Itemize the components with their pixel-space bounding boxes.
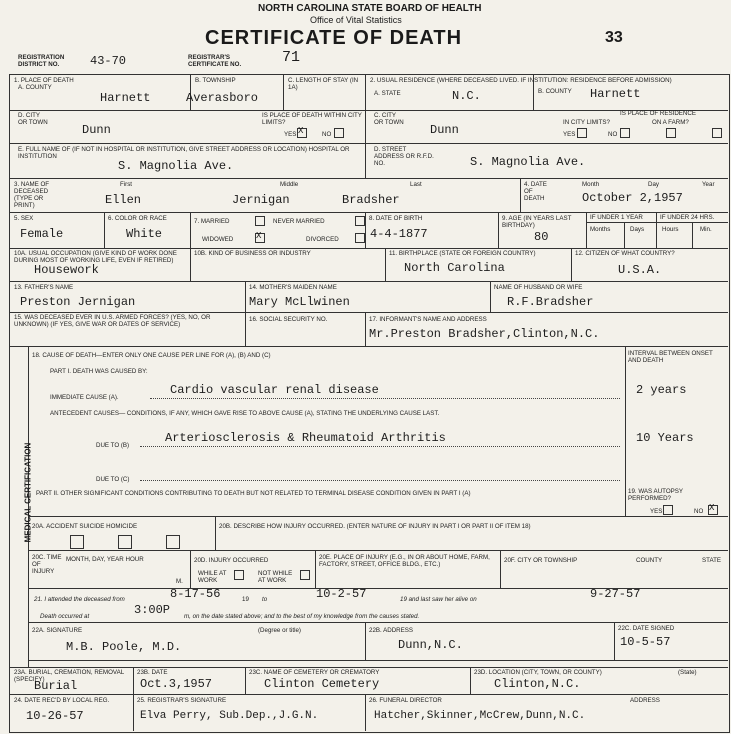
death-county-label: A. COUNTY (18, 84, 52, 91)
funeral-addr-label: ADDRESS (630, 697, 660, 704)
location-value: Clinton,N.C. (494, 677, 581, 691)
divorced-box[interactable] (355, 233, 365, 243)
rule (190, 212, 191, 248)
occupation-value: Housework (34, 263, 99, 277)
rule (28, 550, 728, 551)
res-city: Dunn (430, 123, 459, 137)
autopsy-no-label: NO (694, 508, 704, 515)
location-label: 23D. LOCATION (CITY, TOWN, OR COUNTY) (474, 669, 602, 676)
recd-label: 24. DATE REC'D BY LOCAL REG. (14, 697, 110, 704)
month-label: Month (582, 181, 600, 188)
birth-value: 4-4-1877 (370, 227, 428, 241)
death-time: 3:00P (134, 603, 171, 617)
hours-label: Hours (662, 226, 679, 233)
first-name: Ellen (105, 193, 142, 207)
attended-to: 10-2-57 (316, 587, 367, 601)
injury-occurred-label: 20D. INJURY OCCURRED (194, 557, 269, 564)
rule (10, 346, 728, 347)
rule (10, 143, 728, 144)
immediate-label: IMMEDIATE CAUSE (A). (50, 394, 119, 401)
part1-label: PART I. DEATH WAS CAUSED BY: (50, 368, 148, 375)
accident-label: 20A. ACCIDENT SUICIDE HOMICIDE (32, 523, 138, 530)
rule (283, 74, 284, 110)
attended-pre: 21. I attended the deceased from (34, 596, 125, 603)
sex-value: Female (20, 227, 64, 241)
res-county: Harnett (590, 87, 641, 101)
under-24h-label: IF UNDER 24 HRS. (660, 214, 715, 221)
rule (470, 667, 471, 694)
stay-label: C. LENGTH OF STAY (IN 1A) (288, 77, 359, 91)
citizen-value: U.S.A. (618, 263, 662, 277)
date-of-death: October 2,1957 (582, 191, 683, 205)
rule (624, 222, 625, 248)
certificate-title: CERTIFICATE OF DEATH (205, 27, 463, 49)
days-label: Days (630, 226, 645, 233)
while-at-work-label: WHILE AT WORK (198, 570, 227, 584)
in-city-no-box[interactable] (620, 128, 630, 138)
sex-label: 5. SEX (14, 215, 34, 222)
homicide-box[interactable] (166, 535, 180, 549)
rule (10, 178, 728, 179)
rule (385, 248, 386, 281)
rule (190, 550, 191, 588)
street-label: D. STREET ADDRESS OR R.F.D. NO. (374, 146, 434, 167)
rule (365, 694, 366, 731)
burial-date-label: 23B. DATE (137, 669, 168, 676)
within-limits-yes-label: YES (284, 131, 297, 138)
rule (140, 480, 620, 481)
street-value: S. Magnolia Ave. (470, 155, 586, 169)
rule (245, 667, 246, 694)
color-value: White (126, 227, 163, 241)
place-of-res-label: IS PLACE OF RESIDENCE (620, 110, 696, 117)
attended-to-word: to (262, 596, 268, 603)
date-signed: 10-5-57 (620, 635, 671, 649)
rule (586, 212, 587, 248)
rule (140, 446, 620, 447)
location-state-label: (State) (678, 669, 697, 676)
res-county-label: B. COUNTY (538, 88, 572, 95)
address-label: 22B. ADDRESS (369, 627, 414, 634)
informant-label: 17. INFORMANT'S NAME AND ADDRESS (369, 316, 487, 323)
rule (245, 281, 246, 312)
injury-state-label: STATE (702, 557, 722, 564)
rule (10, 694, 728, 695)
time-m: M. (176, 578, 183, 585)
never-married-box[interactable] (355, 216, 365, 226)
death-occurred-post: m, on the date stated above; and to the best of my knowledge from the causes stated. (184, 613, 420, 620)
autopsy-label: 19. WAS AUTOPSY PERFORMED? (628, 488, 683, 502)
last-label: Last (410, 181, 422, 188)
rule (133, 667, 134, 694)
while-at-work-box[interactable] (234, 570, 244, 580)
date-signed-label: 22C. DATE SIGNED (618, 625, 675, 632)
interval-header: INTERVAL BETWEEN ONSET AND DEATH (628, 350, 713, 364)
immediate-cause: Cardio vascular renal disease (170, 383, 379, 397)
burial-value: Burial (34, 679, 78, 693)
signature-label: 22A. SIGNATURE (32, 627, 83, 634)
rule (614, 622, 615, 660)
suicide-box[interactable] (118, 535, 132, 549)
interval-a: 2 years (636, 383, 687, 397)
registrar-cert-label: REGISTRAR'S CERTIFICATE NO. (188, 54, 242, 68)
res-state: N.C. (452, 89, 481, 103)
rule (28, 622, 728, 623)
mother-value: Mary McLlwinen (249, 295, 350, 309)
place-injury-label: 20E. PLACE OF INJURY (E.G., IN OR ABOUT HOME, FARM, FACTORY, STREET, OFFICE BLDG., ETC.) (319, 554, 490, 568)
registrar-cert-value: 71 (282, 49, 301, 66)
business-label: 10B. KIND OF BUSINESS OR INDUSTRY (194, 250, 311, 257)
informant-value: Mr.Preston Bradsher,Clinton,N.C. (369, 327, 600, 341)
rule (315, 550, 316, 588)
day-label: Day (648, 181, 660, 188)
death-township: Averasboro (186, 91, 259, 105)
rule (656, 212, 657, 248)
rule (10, 248, 728, 249)
res-yes-label: YES (563, 131, 576, 138)
signature-value: M.B. Poole, M.D. (66, 640, 182, 654)
age-value: 80 (534, 230, 549, 244)
rule (10, 212, 728, 213)
months-label: Months (590, 226, 611, 233)
city-township-label: 20F. CITY OR TOWNSHIP (504, 557, 578, 564)
res-no-label: NO (608, 131, 618, 138)
autopsy-no-box[interactable] (708, 505, 718, 515)
attended-from: 8-17-56 (170, 587, 221, 601)
within-limits-no-box[interactable] (334, 128, 344, 138)
mother-label: 14. MOTHER'S MAIDEN NAME (249, 284, 337, 291)
rule (190, 248, 191, 281)
rule (520, 178, 521, 212)
cemetery-label: 23C. NAME OF CEMETERY OR CREMATORY (249, 669, 380, 676)
funeral-label: 26. FUNERAL DIRECTOR (369, 697, 442, 704)
burial-label: 23A. BURIAL, CREMATION, REMOVAL (SPECIFY) (14, 669, 124, 683)
father-value: Preston Jernigan (20, 295, 136, 309)
hospital-value: S. Magnolia Ave. (118, 159, 234, 173)
date-of-death-label: 4. DATE OF DEATH (524, 181, 547, 202)
rule (28, 516, 728, 517)
interval-b: 10 Years (636, 431, 694, 445)
hospital-label: E. FULL NAME OF (IF NOT IN HOSPITAL OR INSTITUTION, GIVE STREET ADDRESS OR LOCATION) HOSPITAL OR INSTITUTION (18, 146, 350, 160)
autopsy-yes-box[interactable] (663, 505, 673, 515)
not-while-at-work-label: NOT WHILE AT WORK (258, 570, 293, 584)
death-occurred-pre: Death occurred at (40, 613, 90, 620)
in-city-label: IN CITY LIMITS? (563, 119, 610, 126)
rule (104, 212, 105, 248)
birthplace-label: 11. BIRTHPLACE (STATE OR FOREIGN COUNTRY) (389, 250, 536, 257)
birth-label: 8. DATE OF BIRTH (369, 215, 423, 222)
rule (365, 622, 366, 660)
armed-forces-label: 15. WAS DECEASED EVER IN U.S. ARMED FORCES? (YES, NO, OR UNKNOWN) (IF YES, GIVE WAR OR DATES OF SERVICE) (14, 314, 211, 328)
within-limits-yes-box[interactable] (297, 128, 307, 138)
rule (586, 222, 728, 223)
within-limits-no-label: NO (322, 131, 332, 138)
death-city: Dunn (82, 123, 111, 137)
cause-header: 18. CAUSE OF DEATH—ENTER ONLY ONE CAUSE PER LINE FOR (A), (B) AND (C) (32, 352, 271, 359)
rule (365, 74, 366, 178)
place-of-death-label: 1. PLACE OF DEATH (14, 77, 74, 84)
rule (365, 212, 366, 248)
last-name: Bradsher (342, 193, 400, 207)
accident-box[interactable] (70, 535, 84, 549)
within-limits-label: IS PLACE OF DEATH WITHIN CITY LIMITS? (262, 112, 362, 126)
res-city-label: C. CITY OR TOWN (374, 112, 404, 126)
office-name: Office of Vital Statistics (310, 15, 402, 25)
not-while-at-work-box[interactable] (300, 570, 310, 580)
first-label: First (120, 181, 133, 188)
burial-date: Oct.3,1957 (140, 677, 213, 691)
rule (10, 281, 728, 282)
rule (365, 312, 366, 346)
rule (490, 281, 491, 312)
rule (10, 667, 728, 668)
married-label: 7. MARRIED (194, 218, 230, 225)
name-label: 3. NAME OF DECEASED (TYPE OR PRINT) (14, 181, 50, 209)
registrar-sig-label: 25. REGISTRAR'S SIGNATURE (137, 697, 227, 704)
due-c-label: DUE TO (C) (96, 476, 130, 483)
res-state-label: A. STATE (374, 90, 401, 97)
citizen-label: 12. CITIZEN OF WHAT COUNTRY? (575, 250, 675, 257)
death-city-label: D. CITY OR TOWN (18, 112, 48, 126)
rule (215, 516, 216, 550)
married-box[interactable] (255, 216, 265, 226)
widowed-label: WIDOWED (202, 236, 234, 243)
funeral-value: Hatcher,Skinner,McCrew,Dunn,N.C. (374, 710, 586, 722)
rule (498, 212, 499, 248)
address-value: Dunn,N.C. (398, 638, 463, 652)
antecedent-label: ANTECEDENT CAUSES— CONDITIONS, IF ANY, WHICH GAVE RISE TO ABOVE CAUSE (A), STATING THE UNDERLYING CAUSE LAST. (50, 410, 440, 417)
time-label: 20C. TIME OF INJURY (32, 554, 62, 575)
time-sub: MONTH, DAY, YEAR HOUR (66, 556, 144, 563)
age-label: 9. AGE (IN YEARS LAST BIRTHDAY) (502, 215, 572, 229)
year-label: Year (702, 181, 715, 188)
autopsy-yes-label: YES (650, 508, 663, 515)
degree-label: (Degree or title) (258, 627, 301, 634)
father-label: 13. FATHER'S NAME (14, 284, 74, 291)
rule (28, 660, 728, 661)
rule (133, 694, 134, 731)
page-number: 33 (605, 29, 623, 46)
describe-label: 20B. DESCRIBE HOW INJURY OCCURRED. (ENTER NATURE OF INJURY IN PART I OR PART II OF ITEM 18) (219, 523, 531, 530)
death-township-label: B. TOWNSHIP (195, 77, 236, 84)
last-saw-label: 19 and last saw her alive on (400, 596, 477, 603)
cemetery-value: Clinton Cemetery (264, 677, 380, 691)
rule (245, 312, 246, 346)
middle-name: Jernigan (232, 193, 290, 207)
rule (571, 248, 572, 281)
attended-19: 19 (242, 596, 249, 603)
in-city-yes-box[interactable] (577, 128, 587, 138)
rule (625, 346, 626, 516)
agency-name: NORTH CAROLINA STATE BOARD OF HEALTH (258, 3, 482, 14)
on-farm-no-box[interactable] (712, 128, 722, 138)
never-married-label: NEVER MARRIED (273, 218, 325, 225)
rule (150, 398, 620, 399)
widowed-box[interactable] (255, 233, 265, 243)
due-b-label: DUE TO (B) (96, 442, 130, 449)
rule (10, 312, 728, 313)
min-label: Min. (700, 226, 712, 233)
occupation-label: 10A. USUAL OCCUPATION (GIVE KIND OF WORK DONE DURING MOST OF WORKING LIFE, EVEN IF RETIRED) (14, 250, 177, 264)
on-farm-label: ON A FARM? (652, 119, 689, 126)
reg-district-label: REGISTRATION DISTRICT NO. (18, 54, 65, 68)
last-saw: 9-27-57 (590, 587, 641, 601)
on-farm-yes-box[interactable] (666, 128, 676, 138)
ssn-label: 16. SOCIAL SECURITY NO. (249, 316, 328, 323)
spouse-label: NAME OF HUSBAND OR WIFE (494, 284, 583, 291)
part2-label: PART II. OTHER SIGNIFICANT CONDITIONS CONTRIBUTING TO DEATH BUT NOT RELATED TO TERMINAL DISEASE CONDITION GIVEN IN PART I (A) (36, 490, 471, 497)
middle-label: Middle (280, 181, 299, 188)
medical-side-label: MEDICAL CERTIFICATION (23, 442, 33, 543)
spouse-value: R.F.Bradsher (507, 295, 594, 309)
death-county: Harnett (100, 91, 151, 105)
registrar-sig-value: Elva Perry, Sub.Dep.,J.G.N. (140, 710, 319, 722)
residence-label: 2. USUAL RESIDENCE (WHERE DECEASED LIVED. IF INSTITUTION: RESIDENCE BEFORE ADMISSION) (370, 77, 672, 84)
reg-district-value: 43-70 (90, 54, 127, 68)
due-b: Arteriosclerosis & Rheumatoid Arthritis (165, 431, 446, 445)
recd-value: 10-26-57 (26, 709, 84, 723)
birthplace-value: North Carolina (404, 261, 505, 275)
injury-county-label: COUNTY (636, 557, 663, 564)
color-label: 6. COLOR OR RACE (108, 215, 167, 222)
under-1yr-label: IF UNDER 1 YEAR (590, 214, 643, 221)
rule (692, 222, 693, 248)
rule (500, 550, 501, 588)
divorced-label: DIVORCED (306, 236, 339, 243)
